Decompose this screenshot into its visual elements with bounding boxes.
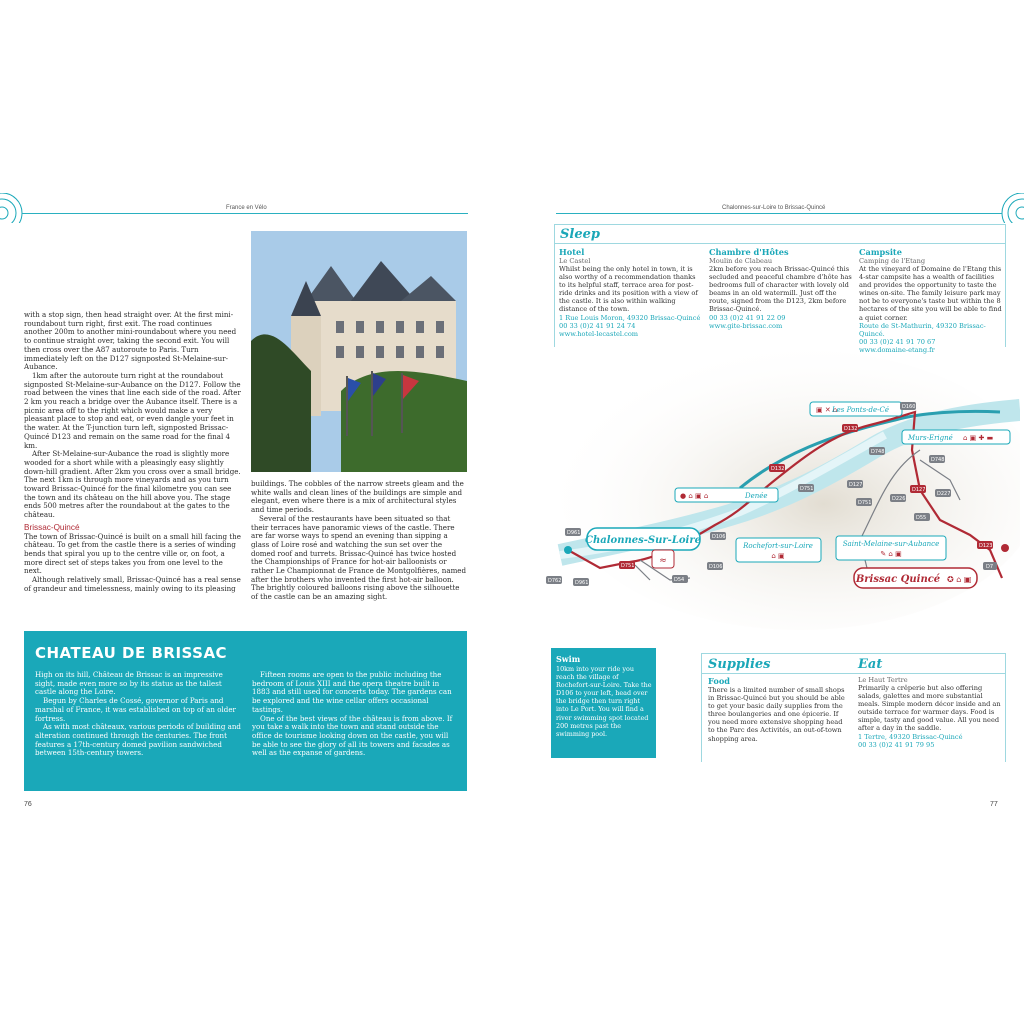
box-title: CHATEAU DE BRISSAC [35, 644, 228, 662]
town-denee [675, 488, 778, 502]
paragraph: After St-Melaine-sur-Aubance the road is slightly more wooded for a short while with a pleasingly easy slightly down-hill gradient. After 2km you cross over a small bridge. The next 1km is through more vineyards and as you turn toward Brissac-Quincé for the final kilometre you can see the town and its château on the hill above you. The stage ends 500 metres after the roundabout at the gates to the château. [24, 449, 241, 520]
corner-sunburst-right-icon [994, 193, 1024, 223]
swim-text: 10km into your ride you reach the village of Rochefort-sur-Loire. Take the D106 to your left, head over the bridge then turn right into Le Port. You will find a river swimming spot located 200 metres past the swimming pool. [556, 665, 652, 738]
running-head-right: Chalonnes-sur-Loire to Brissac-Quincé [722, 205, 826, 211]
svg-text:Brissac Quincé: Brissac Quincé [855, 574, 941, 585]
road-label: D748 [871, 449, 885, 455]
svg-text:Rochefort-sur-Loire: Rochefort-sur-Loire [743, 542, 813, 550]
supplies-column [708, 676, 850, 743]
eat-column [858, 676, 1003, 749]
hotel-phone: 00 33 (0)2 41 91 24 74 [559, 321, 636, 330]
supplies-eat-panel [701, 653, 1006, 762]
chambre-description: 2km before you reach Brissac-Quincé this secluded and peaceful chambre d'hôte has bedrooms full of character with lovely old beams in an old watermill. Just off the route, signed from the D123, 2km before Brissac-Quincé. [709, 265, 852, 314]
town-chalonnes [585, 528, 701, 550]
road-label: D127 [912, 487, 926, 493]
road-label: D7 [986, 564, 994, 570]
campsite-address: Route de St-Mathurin, 49320 Brissac-Quincé. [859, 321, 986, 338]
subhead-brissac: Brissac-Quincé [24, 522, 80, 532]
paragraph: Fifteen rooms are open to the public including the bedroom of Louis XIII and the opera theatre built in 1883 and still used for concerts today. The gardens can be explored and the wine cellar offers occasional tastings. [252, 670, 452, 714]
road-label: D127 [849, 482, 863, 488]
eat-description: Primarily a crêperie but also offering salads, galettes and more substantial meals. Simple modern décor inside and an outside terrace for warmer days. Food is simple, tasty and good value. All you need after a day in the saddle. [858, 684, 1001, 733]
town-murs [902, 430, 1010, 444]
header-rule-right [556, 213, 1002, 214]
road-label: D961 [567, 530, 581, 536]
campsite-heading: Campsite [859, 247, 902, 257]
road-label: D226 [892, 496, 906, 502]
rochefort-service-icons: ⌂ ▣ [771, 552, 785, 560]
paragraph: Several of the restaurants have been situated so that their terraces have panoramic views of the castle. There are far worse ways to spend an evening than sipping a glass of Loire rosé and watching the sun set over the domed roof and turrets. Brissac-Quincé has twice hosted the Championships of France for hot-air balloonists or rather Le Championnat de France de Montgolfières, named after the brothers who invented the first hot-air balloon. The brightly coloured balloons rising above the silhouette of the castle can be an amazing sight. [251, 513, 467, 602]
denee-service-icons: ● ⌂ ▣ ⌂ [680, 492, 709, 500]
road-label: D132 [844, 426, 858, 432]
sleep-panel [554, 224, 1006, 354]
road-label: D160 [902, 404, 916, 410]
road-label: D132 [771, 466, 785, 472]
svg-text:Les Ponts-de-Cé: Les Ponts-de-Cé [832, 406, 890, 414]
hotel-address: 1 Rue Louis Moron, 49320 Brissac-Quincé [559, 313, 701, 322]
chateau-photo [251, 231, 467, 472]
paragraph: As with most châteaux, various periods of building and alteration continued through the centuries. The front features a 17th-century domed pavilion sandwiched between 15th-century towers. [35, 722, 241, 758]
road-label: D106 [712, 534, 726, 540]
sleep-campsite-column [859, 247, 1002, 354]
svg-text:Saint-Melaine-sur-Aubance: Saint-Melaine-sur-Aubance [842, 540, 940, 548]
hotel-website-link[interactable]: www.hotel-lecastel.com [559, 329, 639, 338]
town-brissac [854, 568, 977, 588]
campsite-website-link[interactable]: www.domaine-etang.fr [859, 345, 935, 354]
town-ponts [810, 402, 902, 416]
road-label: D106 [709, 564, 723, 570]
sleep-title: Sleep [560, 227, 600, 242]
chambre-name: Moulin de Clabeau [709, 257, 773, 265]
food-heading: Food [708, 676, 731, 686]
paragraph: 1km after the autoroute turn right at the roundabout signposted St-Melaine-sur-Aubance on the D127. Follow the road between the vines that line each side of the road. After 2 km you reach a bridge over the Aubance itself. There is a picnic area off to the right which would make a very pleasant place to stop and eat, or even dangle your feet in the water. At the T-junction turn left, signposted Brissac-Quincé D123 and remain on the same road for the final 4 km. [24, 370, 241, 450]
chambre-phone: 00 33 (0)2 41 91 22 09 [709, 313, 786, 322]
eat-title: Eat [858, 657, 883, 672]
road-label: D961 [575, 580, 589, 586]
eat-phone: 00 33 (0)2 41 91 79 95 [858, 740, 935, 749]
campsite-phone: 00 33 (0)2 41 91 70 67 [859, 337, 936, 346]
paragraph: Begun by Charles de Cossé, governor of Paris and marshal of France, it was established on top of an older fortress. [35, 696, 236, 723]
hotel-heading: Hotel [559, 247, 585, 257]
town-melaine [836, 536, 946, 560]
box-column-1 [35, 671, 243, 758]
svg-text:Chalonnes-Sur-Loire: Chalonnes-Sur-Loire [585, 535, 701, 546]
paragraph: with a stop sign, then head straight over. At the first mini-roundabout turn right, first exit. The road continues another 200m to another mini-roundabout where you need to continue straight over, taking the second exit. You will then cross over the A87 autoroute to Paris. Turn immediately left on the D127 signposted St-Melaine-sur-Aubance. [24, 310, 237, 372]
road-label: D762 [548, 578, 562, 584]
ponts-service-icons: ▣ ✕ ⌂ [816, 406, 838, 414]
paragraph: One of the best views of the château is from above. If you take a walk into the town and stand outside the office de tourisme looking down on the castle, you will be able to see the glory of all its towers and facades as well as the expanse of gardens. [252, 713, 453, 758]
road-label: D751 [858, 500, 872, 506]
swim-box [551, 648, 656, 758]
hotel-description: Whilst being the only hotel in town, it is also worthy of a recommendation thanks to its helpful staff, terrace area for post-ride drinks and its position with a view of the castle. It is also within walking distance of the town. [559, 265, 698, 314]
campsite-name: Camping de l'Etang [859, 257, 926, 265]
running-head-left: France en Vélo [226, 205, 267, 211]
swim-spot-icon [652, 550, 674, 568]
campsite-description: At the vineyard of Domaine de l'Etang this 4-star campsite has a wealth of facilities and provides the opportunity to taste the wines on-site. The family leisure park may not be to everyone's taste but within the 8 hectares of the site you will be able to find a quiet corner. [859, 265, 1002, 322]
eat-address: 1 Tertre, 49320 Brissac-Quincé [858, 732, 963, 741]
road-label: D54 [674, 577, 685, 583]
svg-text:Murs-Erigné: Murs-Erigné [908, 434, 953, 442]
route-map [540, 337, 1020, 640]
paragraph: The town of Brissac-Quincé is built on a small hill facing the château. To get from the castle there is a series of winding bends that spiral you up to the centre ville or, on foot, a more direct set of steps takes you from one level to the next. [24, 531, 241, 576]
sleep-chambre-column [709, 247, 854, 330]
box-column-2 [252, 671, 458, 758]
header-rule-left [22, 213, 468, 214]
road-label: D123 [979, 543, 993, 549]
left-column-1 [24, 311, 242, 594]
melaine-service-icons: ✎ ⌂ ▣ [880, 550, 902, 558]
town-rochefort [736, 538, 821, 562]
paragraph: Although relatively small, Brissac-Quincé has a real sense of grandeur and timelessness, mainly owing to its pleasing [24, 575, 241, 593]
paragraph: High on its hill, Château de Brissac is an impressive sight, made even more so by its status as the tallest castle along the Loire. [35, 670, 223, 697]
road-label: D227 [937, 491, 951, 497]
sleep-title-rule [555, 243, 1005, 244]
hotel-name: Le Castel [559, 257, 591, 265]
eat-name: Le Haut Tertre [858, 676, 908, 684]
corner-sunburst-left-icon [0, 193, 30, 223]
brissac-service-icons: ✪ ⌂ ▣ [947, 575, 972, 584]
page-number-left: 76 [24, 801, 32, 808]
page-number-right: 77 [990, 801, 998, 808]
supplies-title-rule [702, 673, 1005, 674]
road-label: D55 [916, 515, 927, 521]
road-label: D751 [621, 563, 635, 569]
left-column-2 [251, 480, 467, 602]
sleep-hotel-column [559, 247, 704, 338]
paragraph: buildings. The cobbles of the narrow streets gleam and the white walls and clean lines of the buildings are simple and elegant, even where there is a mix of architectural styles and time periods. [251, 479, 464, 515]
chambre-website-link[interactable]: www.gite-brissac.com [709, 321, 783, 330]
swim-title: Swim [556, 654, 581, 664]
chateau-de-brissac-box [24, 631, 467, 791]
chateau-illustration-icon [251, 231, 467, 472]
road-label: D748 [931, 457, 945, 463]
end-point-icon [1001, 544, 1009, 552]
supplies-title: Supplies [708, 657, 771, 672]
road-label: D751 [800, 486, 814, 492]
chambre-heading: Chambre d'Hôtes [709, 247, 789, 257]
murs-service-icons: ⌂ ▣ ✚ ▬ [963, 434, 994, 442]
start-point-icon [564, 546, 572, 554]
svg-text:≈: ≈ [659, 556, 667, 566]
svg-text:Denée: Denée [745, 492, 768, 500]
supplies-description: There is a limited number of small shops in Brissac-Quincé but you should be able to get your basic daily supplies from the three boulangeries and one épicerie. If you need more extensive shopping head to the Parc des Activités, an out-of-town shopping area. [708, 686, 845, 743]
